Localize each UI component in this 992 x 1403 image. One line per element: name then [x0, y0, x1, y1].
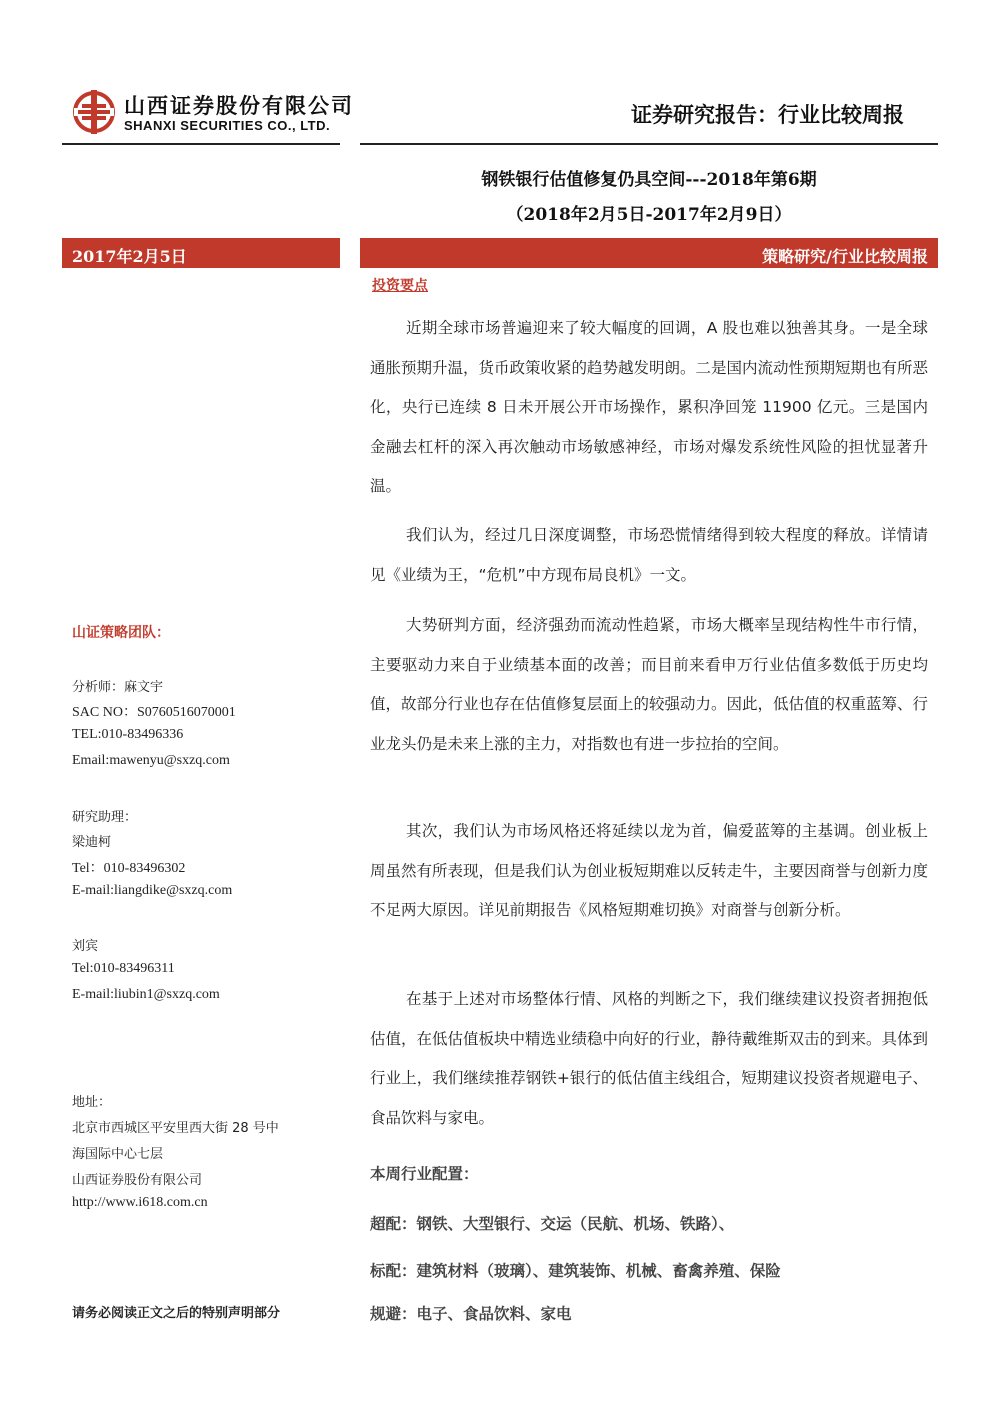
report-date: 2017年2月5日	[72, 247, 187, 266]
allocation-avoid: 规避：电子、食品饮料、家电	[370, 1305, 572, 1323]
company-logo-icon	[72, 86, 116, 138]
report-type-title: 证券研究报告：行业比较周报	[631, 103, 904, 127]
disclaimer-note: 请务必阅读正文之后的特别声明部分	[72, 1306, 281, 1321]
assistant2-name: 刘宾	[72, 939, 99, 954]
allocation-overweight: 超配：钢铁、大型银行、交运（民航、机场、铁路）、	[370, 1215, 735, 1233]
assistant2-tel: Tel:010-83496311	[72, 961, 175, 976]
company-name-en: SHANXI SECURITIES CO., LTD.	[124, 118, 331, 133]
address-line2: 海国际中心七层	[72, 1147, 164, 1162]
website-link[interactable]: http://www.i618.com.cn	[72, 1195, 208, 1210]
analyst-email: Email:mawenyu@sxzq.com	[72, 753, 230, 768]
report-date-range: （2018年2月5日-2017年2月9日）	[506, 205, 792, 225]
paragraph-panic-release: 我们认为，经过几日深度调整，市场恐慌情绪得到较大程度的释放。详情请见《业绩为王，“危机”中方现布局良机》一文。	[370, 526, 928, 584]
analyst-name: 分析师：麻文宇	[72, 680, 164, 695]
allocation-title: 本周行业配置：	[370, 1165, 479, 1183]
section-title-key-points: 投资要点	[372, 278, 428, 294]
address-line1: 北京市西城区平安里西大街 28 号中	[72, 1121, 279, 1136]
assistant-title: 研究助理：	[72, 810, 138, 825]
header-divider-left	[62, 143, 340, 145]
assistant2-email: E-mail:liubin1@sxzq.com	[72, 987, 220, 1002]
assistant1-email: E-mail:liangdike@sxzq.com	[72, 883, 233, 898]
address-company: 山西证券股份有限公司	[72, 1173, 203, 1188]
allocation-neutral: 标配：建筑材料（玻璃）、建筑装饰、机械、畜禽养殖、保险	[370, 1262, 781, 1280]
report-category: 策略研究/行业比较周报	[762, 247, 928, 266]
company-name-cn: 山西证券股份有限公司	[124, 94, 354, 118]
assistant1-tel: Tel：010-83496302	[72, 861, 186, 876]
analyst-tel: TEL:010-83496336	[72, 727, 184, 742]
header-divider-right	[360, 143, 938, 145]
paragraph-market-outlook: 大势研判方面，经济强劲而流动性趋紧，市场大概率呈现结构性牛市行情，主要驱动力来自于业绩基本面的改善；而目前来看申万行业估值多数低于历史均值，故部分行业也存在估值修复层面上的较强动力。因此，低估值的权重蓝筹、行业龙头仍是未来上涨的主力，对指数也有进一步拉抬的空间。	[370, 616, 929, 753]
assistant1-name: 梁迪柯	[72, 835, 112, 850]
paragraph-market-correction: 近期全球市场普遍迎来了较大幅度的回调，A 股也难以独善其身。一是全球通胀预期升温，货币政策收紧的趋势越发明朗。二是国内流动性预期短期也有所恶化，央行已连续 8 日未开展公开市场操作，累积净回笼 11900 亿元。三是国内金融去杠杆的深入再次触动市场敏感神经，市场对爆发系统性风险的担忧显著升温。	[370, 319, 929, 495]
address-title: 地址：	[72, 1095, 112, 1110]
team-title: 山证策略团队：	[72, 625, 170, 641]
paragraph-style-preference: 其次，我们认为市场风格还将延续以龙为首，偏爱蓝筹的主基调。创业板上周虽然有所表现，但是我们认为创业板短期难以反转走牛，主要因商誉与创新力度不足两大原因。详见前期报告《风格短期难切换》对商誉与创新分析。	[370, 822, 929, 919]
report-title: 钢铁银行估值修复仍具空间---2018年第6期	[481, 170, 817, 190]
paragraph-recommendation: 在基于上述对市场整体行情、风格的判断之下，我们继续建议投资者拥抱低估值，在低估值板块中精选业绩稳中向好的行业，静待戴维斯双击的到来。具体到行业上，我们继续推荐钢铁+银行的低估值主线组合，短期建议投资者规避电子、食品饮料与家电。	[370, 990, 929, 1127]
analyst-sac: SAC NO：S0760516070001	[72, 705, 236, 720]
